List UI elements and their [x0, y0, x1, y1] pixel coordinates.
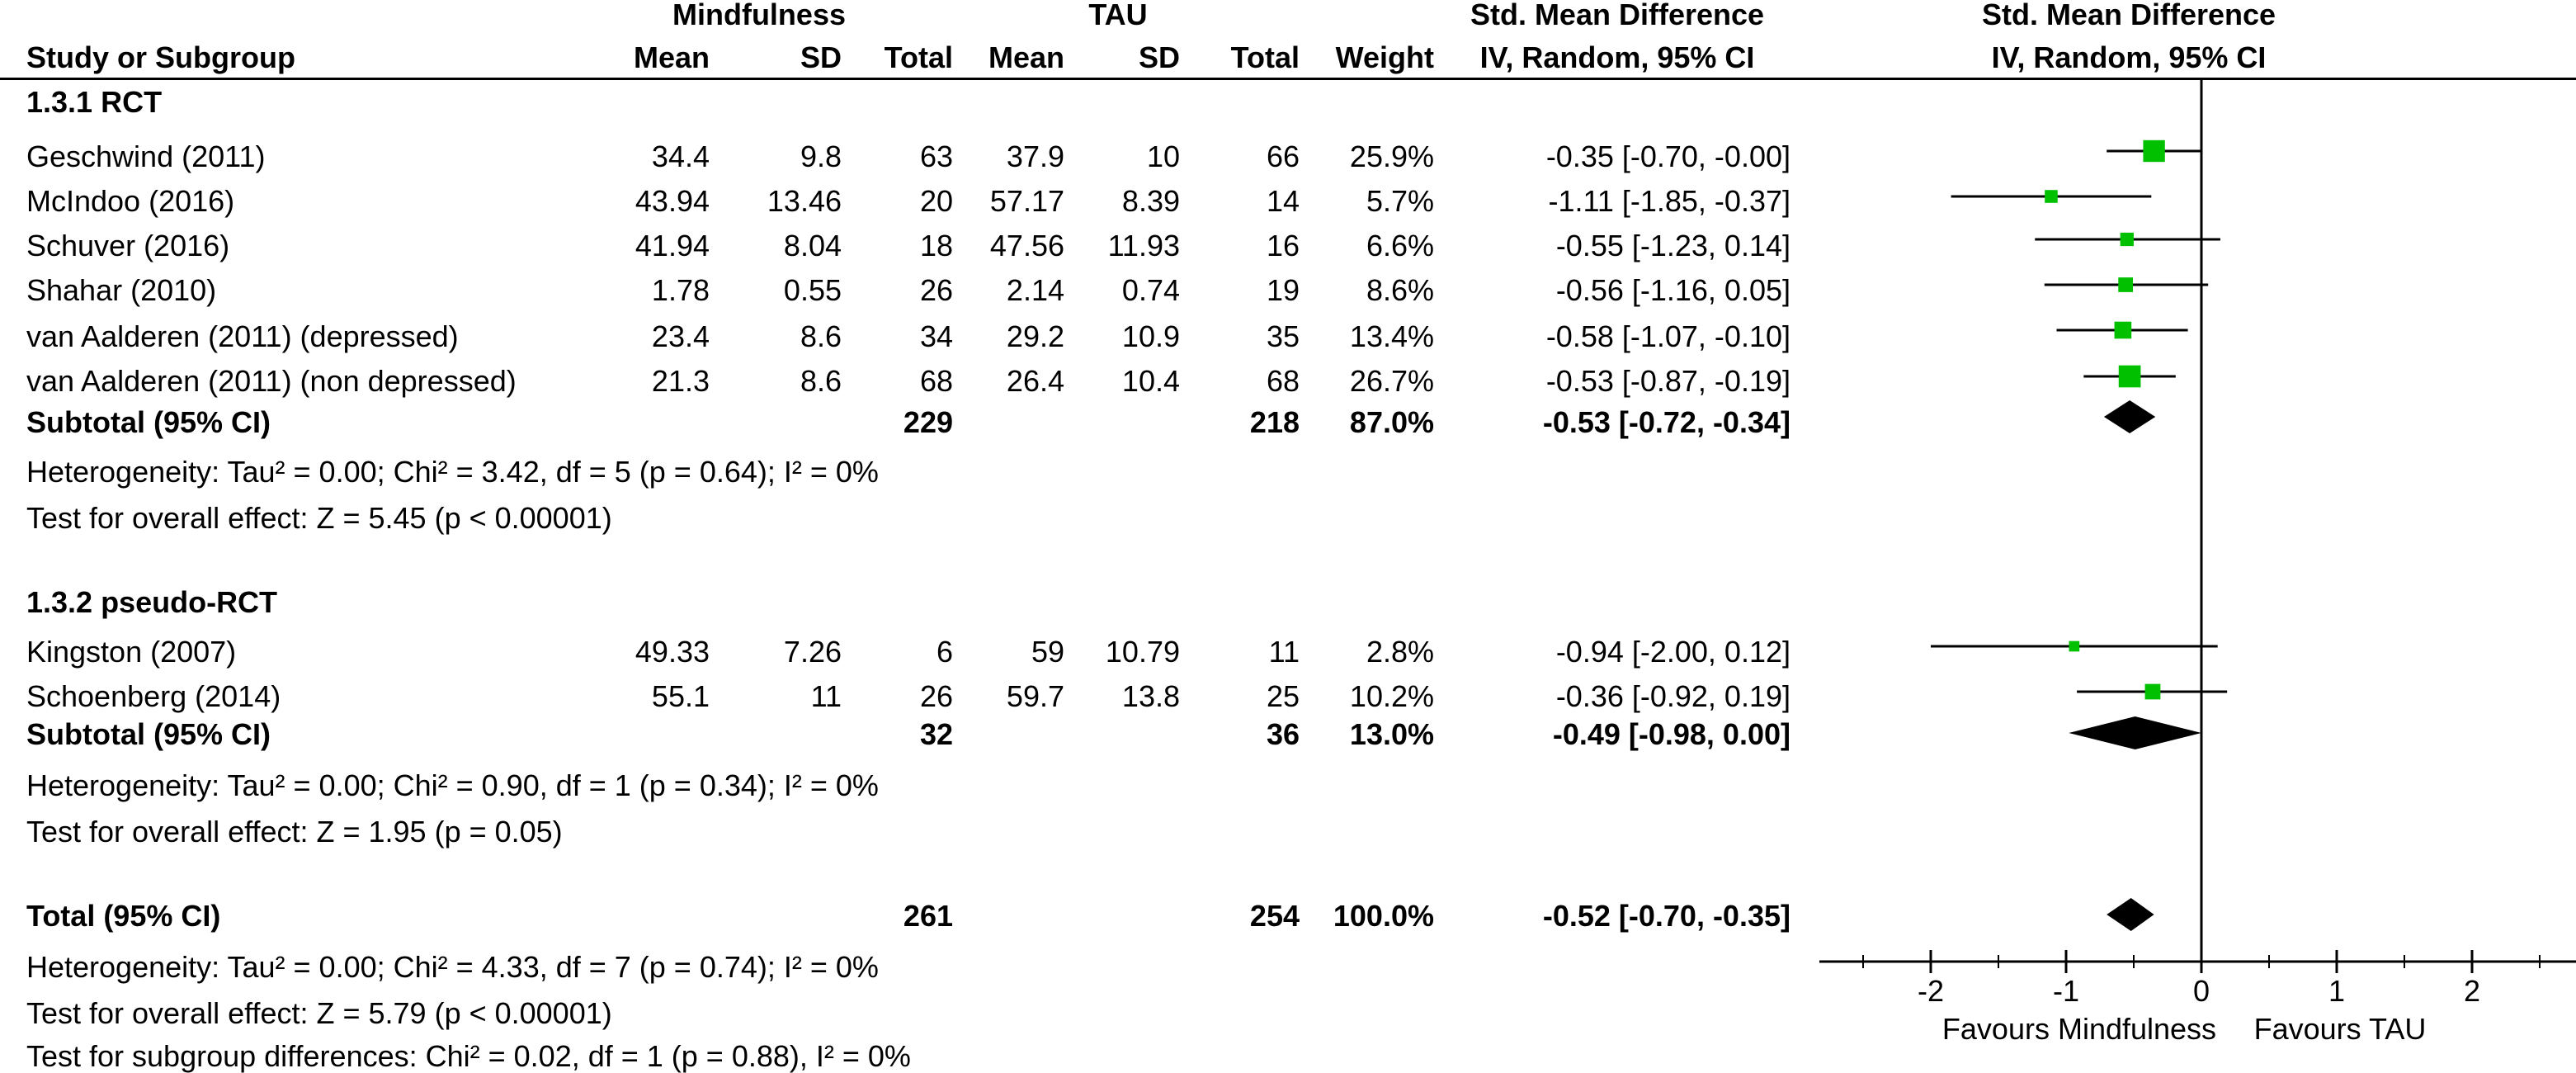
sd2-cell: 8.39 [1121, 184, 1180, 218]
overall-effect-note: Test for overall effect: Z = 5.79 (p < 0.00001) [26, 996, 612, 1030]
total2-cell: 14 [1266, 184, 1300, 218]
mean1-cell: 23.4 [651, 319, 710, 353]
sd1-cell: 0.55 [783, 273, 842, 307]
favours-left-label: Favours Mindfulness [1941, 1012, 2217, 1046]
total2-cell: 11 [1268, 635, 1300, 669]
x-tick-label: -2 [1917, 974, 1945, 1008]
weight-cell: 5.7% [1366, 184, 1434, 218]
weight-cell: 10.2% [1349, 679, 1434, 713]
ci-cell: -0.58 [-1.07, -0.10] [1545, 319, 1790, 353]
sd2-cell: 13.8 [1121, 679, 1180, 713]
ci-cell: -0.55 [-1.23, 0.14] [1555, 229, 1790, 262]
heterogeneity-note: Heterogeneity: Tau² = 0.00; Chi² = 3.42, df = 5 (p = 0.64); I² = 0% [26, 455, 879, 489]
x-tick-label: 2 [2463, 974, 2481, 1008]
study-name: Schoenberg (2014) [26, 679, 281, 713]
mean2-cell: 47.56 [989, 229, 1064, 262]
mean1-cell: 34.4 [651, 139, 710, 173]
sd1-cell: 7.26 [783, 635, 842, 669]
mean1-cell: 55.1 [651, 679, 710, 713]
summary-diamond [2104, 400, 2155, 433]
sd1-cell: 8.6 [800, 319, 842, 353]
weight-header: Weight [1335, 40, 1434, 74]
sd1-cell: 8.6 [800, 364, 842, 398]
heterogeneity-note: Heterogeneity: Tau² = 0.00; Chi² = 0.90, df = 1 (p = 0.34); I² = 0% [26, 768, 879, 802]
ci-cell: -1.11 [-1.85, -0.37] [1548, 184, 1790, 218]
study-name: Geschwind (2011) [26, 139, 266, 173]
study-name: Kingston (2007) [26, 635, 237, 669]
total1-cell: 6 [936, 635, 953, 669]
total2-cell: 66 [1266, 139, 1300, 173]
subtotal-ci: -0.49 [-0.98, 0.00] [1552, 717, 1790, 751]
sd2-cell: 10.4 [1121, 364, 1180, 398]
sd1-header: SD [800, 40, 842, 74]
weight-cell: 26.7% [1349, 364, 1434, 398]
smd-subtitle-plot: IV, Random, 95% CI [1991, 40, 2267, 74]
mean1-cell: 43.94 [635, 184, 710, 218]
subtotal-total1: 32 [919, 717, 953, 751]
total2-header: Total [1230, 40, 1300, 74]
mean2-header: Mean [988, 40, 1064, 74]
mean2-cell: 2.14 [1006, 273, 1064, 307]
x-tick-label: 0 [2192, 974, 2210, 1008]
total1-cell: 26 [919, 273, 953, 307]
subgroup-differences-note: Test for subgroup differences: Chi² = 0.02, df = 1 (p = 0.88), I² = 0% [26, 1039, 911, 1073]
subtotal-label: Subtotal (95% CI) [26, 405, 271, 439]
x-tick-label: 1 [2328, 974, 2346, 1008]
ci-cell: -0.94 [-2.00, 0.12] [1555, 635, 1790, 669]
total-weight: 100.0% [1333, 899, 1434, 933]
weight-cell: 13.4% [1349, 319, 1434, 353]
total-total1: 261 [903, 899, 953, 933]
ci-cell: -0.35 [-0.70, -0.00] [1545, 139, 1790, 173]
summary-diamond [2107, 898, 2154, 931]
summary-diamond [2069, 716, 2201, 749]
weight-cell: 8.6% [1366, 273, 1434, 307]
mean1-cell: 49.33 [635, 635, 710, 669]
total2-cell: 25 [1266, 679, 1300, 713]
total1-cell: 18 [919, 229, 953, 262]
total2-cell: 16 [1266, 229, 1300, 262]
total2-cell: 19 [1266, 273, 1300, 307]
mean2-cell: 26.4 [1006, 364, 1064, 398]
total1-cell: 26 [919, 679, 953, 713]
subtotal-ci: -0.53 [-0.72, -0.34] [1542, 405, 1790, 439]
study-name: van Aalderen (2011) (non depressed) [26, 364, 517, 398]
subgroup-heading: 1.3.2 pseudo-RCT [26, 585, 278, 619]
sd2-cell: 10 [1146, 139, 1180, 173]
total2-cell: 68 [1266, 364, 1300, 398]
mean2-cell: 29.2 [1006, 319, 1064, 353]
smd-subtitle-table: IV, Random, 95% CI [1479, 40, 1755, 74]
overall-effect-note: Test for overall effect: Z = 1.95 (p = 0.05) [26, 815, 563, 848]
mean2-cell: 57.17 [989, 184, 1064, 218]
ci-cell: -0.53 [-0.87, -0.19] [1545, 364, 1790, 398]
overall-effect-note: Test for overall effect: Z = 5.45 (p < 0.00001) [26, 501, 612, 535]
total1-cell: 34 [919, 319, 953, 353]
mean1-cell: 21.3 [651, 364, 710, 398]
effect-marker [2118, 277, 2133, 292]
subtotal-total1: 229 [903, 405, 953, 439]
study-column-header: Study or Subgroup [26, 40, 295, 74]
total-total2: 254 [1249, 899, 1300, 933]
sd1-cell: 9.8 [800, 139, 842, 173]
mean1-cell: 1.78 [651, 273, 710, 307]
total1-cell: 63 [919, 139, 953, 173]
study-name: Schuver (2016) [26, 229, 230, 262]
total2-cell: 35 [1266, 319, 1300, 353]
sd2-header: SD [1138, 40, 1180, 74]
ci-cell: -0.36 [-0.92, 0.19] [1555, 679, 1790, 713]
effect-marker [2119, 366, 2141, 388]
sd2-cell: 0.74 [1121, 273, 1180, 307]
sd2-cell: 10.9 [1121, 319, 1180, 353]
smd-title-plot: Std. Mean Difference [1981, 0, 2276, 31]
total1-cell: 20 [919, 184, 953, 218]
study-name: McIndoo (2016) [26, 184, 235, 218]
smd-title-table: Std. Mean Difference [1470, 0, 1765, 31]
mean2-cell: 59.7 [1006, 679, 1064, 713]
sd1-cell: 8.04 [783, 229, 842, 262]
ci-cell: -0.56 [-1.16, 0.05] [1555, 273, 1790, 307]
total1-header: Total [884, 40, 953, 74]
subtotal-weight: 13.0% [1349, 717, 1434, 751]
sd1-cell: 13.46 [767, 184, 842, 218]
effect-marker [2145, 684, 2161, 700]
favours-right-label: Favours TAU [2253, 1012, 2427, 1046]
x-tick-label: -1 [2052, 974, 2080, 1008]
effect-marker [2045, 190, 2058, 203]
subtotal-weight: 87.0% [1349, 405, 1434, 439]
subgroup-heading: 1.3.1 RCT [26, 85, 163, 119]
weight-cell: 2.8% [1366, 635, 1434, 669]
sd2-cell: 10.79 [1105, 635, 1180, 669]
mean2-cell: 37.9 [1006, 139, 1064, 173]
effect-marker [2143, 140, 2164, 162]
total-label: Total (95% CI) [26, 899, 221, 933]
group2-header: TAU [1088, 0, 1148, 31]
study-name: van Aalderen (2011) (depressed) [26, 319, 459, 353]
sd1-cell: 11 [810, 679, 842, 713]
mean2-cell: 59 [1031, 635, 1064, 669]
effect-marker [2115, 322, 2132, 339]
weight-cell: 25.9% [1349, 139, 1434, 173]
subtotal-label: Subtotal (95% CI) [26, 717, 271, 751]
study-name: Shahar (2010) [26, 273, 217, 307]
weight-cell: 6.6% [1366, 229, 1434, 262]
total1-cell: 68 [919, 364, 953, 398]
total-ci: -0.52 [-0.70, -0.35] [1542, 899, 1790, 933]
mean1-header: Mean [633, 40, 710, 74]
subtotal-total2: 218 [1249, 405, 1300, 439]
effect-marker [2069, 641, 2079, 652]
group1-header: Mindfulness [672, 0, 846, 31]
subtotal-total2: 36 [1266, 717, 1300, 751]
heterogeneity-note: Heterogeneity: Tau² = 0.00; Chi² = 4.33, df = 7 (p = 0.74); I² = 0% [26, 950, 879, 984]
effect-marker [2121, 233, 2134, 246]
sd2-cell: 11.93 [1107, 229, 1180, 262]
mean1-cell: 41.94 [635, 229, 710, 262]
